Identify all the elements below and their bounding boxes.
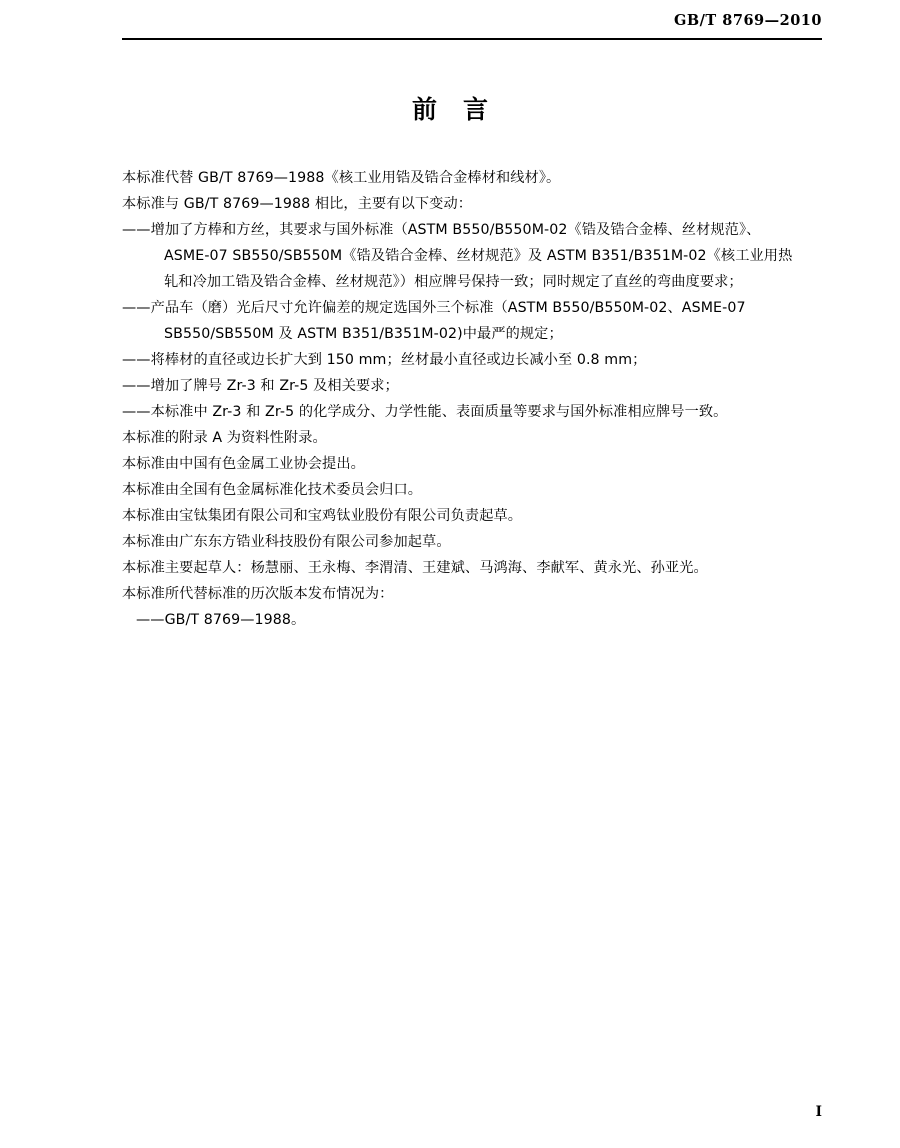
change-item-2-line-2: SB550/SB550M 及 ASTM B351/B351M-02)中最严的规定；: [164, 326, 563, 342]
dash-marker: ——: [122, 378, 151, 394]
change-item-4: [122, 373, 822, 399]
page-title: 前言: [411, 95, 514, 124]
dash-marker: ——: [122, 404, 151, 420]
paragraph-changes-intro: 本标准与 GB/T 8769—1988 相比，主要有以下变动：: [122, 196, 473, 212]
change-item-5: [122, 399, 822, 425]
dash-marker: ——: [122, 300, 151, 316]
paragraph-authors: 本标准主要起草人：杨慧丽、王永梅、李渭清、王建斌、马鸿海、李献军、黄永光、孙亚光。: [122, 560, 708, 576]
document-body: [122, 165, 822, 633]
change-item-3-line-1: 将棒材的直径或边长扩大到 150 mm；丝材最小直径或边长减小至 0.8 mm；: [150, 352, 647, 368]
dash-marker: ——: [122, 222, 151, 238]
change-item-5-line-1: 本标准中 Zr-3 和 Zr-5 的化学成分、力学性能、表面质量等要求与国外标准相应牌号一致。: [150, 404, 728, 420]
dash-marker: ——: [122, 352, 151, 368]
change-item-3: [122, 347, 822, 373]
change-item-4-line-1: 增加了牌号 Zr-3 和 Zr-5 及相关要求；: [150, 378, 399, 394]
change-item-1: [122, 217, 822, 243]
change-item-1-line-3: 轧和冷加工锆及锆合金棒、丝材规范》）相应牌号保持一致；同时规定了直丝的弯曲度要求；: [164, 274, 743, 290]
change-item-2: [122, 295, 822, 321]
paragraph-jurisdiction: 本标准由全国有色金属标准化技术委员会归口。: [122, 482, 423, 498]
paragraph-history-item: ——GB/T 8769—1988。: [136, 612, 306, 628]
paragraph-proposed-by: 本标准由中国有色金属工业协会提出。: [122, 456, 365, 472]
change-item-1-line-2: ASME-07 SB550/SB550M《锆及锆合金棒、丝材规范》及 ASTM B351/B351M-02《核工业用热: [164, 248, 793, 264]
change-item-1-line-1: 增加了方棒和方丝，其要求与国外标准（ASTM B550/B550M-02《锆及锆合金棒、丝材规范》、: [150, 222, 761, 238]
paragraph-annex: 本标准的附录 A 为资料性附录。: [122, 430, 327, 446]
page-header: [122, 12, 822, 42]
page-number: I: [815, 1104, 822, 1120]
standard-number: GB/T 8769—2010: [674, 12, 822, 29]
paragraph-drafted-by: 本标准由宝钛集团有限公司和宝鸡钛业股份有限公司负责起草。: [122, 508, 523, 524]
header-divider: [122, 38, 822, 40]
paragraph-replaces: 本标准代替 GB/T 8769—1988《核工业用锆及锆合金棒材和线材》。: [122, 170, 561, 186]
paragraph-history-intro: 本标准所代替标准的历次版本发布情况为：: [122, 586, 394, 602]
paragraph-participated-by: 本标准由广东东方锆业科技股份有限公司参加起草。: [122, 534, 451, 550]
change-item-2-line-1: 产品车（磨）光后尺寸允许偏差的规定选国外三个标准（ASTM B550/B550M-02、ASME-07: [150, 300, 746, 316]
